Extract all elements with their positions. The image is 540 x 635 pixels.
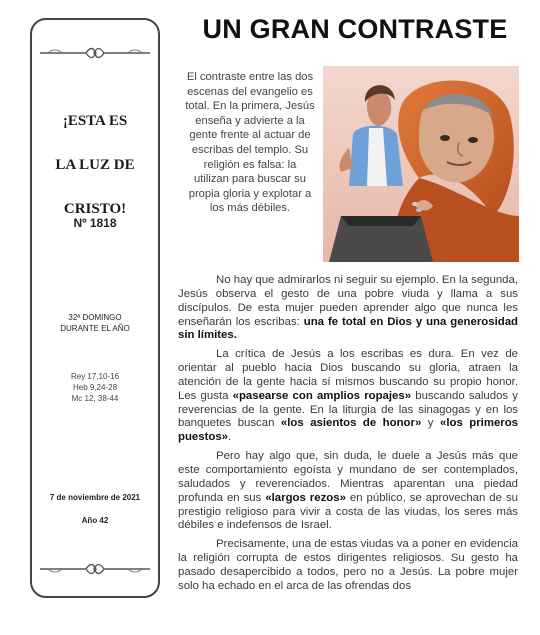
reading-item: Rey 17,10-16 <box>70 372 120 381</box>
sidebar-title: ¡ESTA ES LA LUZ DE CRISTO! <box>55 113 135 217</box>
issue-date: 7 de noviembre de 2021 <box>49 493 141 502</box>
issue-number: Nº 1818 <box>73 216 117 230</box>
reading-item: Heb 9,24-28 <box>72 383 118 392</box>
page-title: UN GRAN CONTRASTE <box>202 14 508 44</box>
paragraph-2: La crítica de Jesús a los escribas es dura. En vez de orientar al pueblo hacia Dios buscando su gloria, atraen la atención de la gente hacia sí mismos buscando su propio honor. Les gusta «pasearse con amplios ropajes» buscando saludos y reverencias de la gente. En la liturgia de las sinagogas y en los banquetes buscan «los asientos de honor» y «los primeros puestos». <box>178 348 519 444</box>
paragraph-4: Precisamente, una de estas viudas va a poner en evidencia la religión corrupta de estos dirigentes religiosos. Su gesto ha pasado desapercibido a todos, pero no a Jesús. La pobre mujer solo ha echado en el arca de las ofrendas dos <box>178 538 518 592</box>
paragraph-3: Pero hay algo que, sin duda, le duele a Jesús más que este comportamiento egoísta y mundano de ser contemplados, saludados y reverenciados. Mientras aparentan una piedad profunda en sus «largos rezos» en público, se aprovechan de su prestigio religioso para vivir a costa de las viudas, los seres más débiles e indefensos de Israel. <box>178 450 518 532</box>
intro-paragraph: El contraste entre las dos escenas del evangelio es total. En la primera, Jesús enseña y advierte a la gente frente al actuar de escribas del templo. Su religión es falsa: la utilizan para buscar su propia gloria y explotar a los más débiles. <box>185 71 315 215</box>
ornament-top-icon <box>38 46 152 60</box>
article-body <box>178 274 518 599</box>
ornament-bottom-icon <box>38 562 152 576</box>
reading-item: Mc 12, 38-44 <box>71 394 119 403</box>
sidebar-panel <box>30 18 160 598</box>
widow-offering-icon <box>323 66 519 262</box>
liturgical-sunday: 32ª DOMINGO DURANTE EL AÑO <box>60 313 130 333</box>
paragraph-1: No hay que admirarlos ni seguir su ejemplo. En la segunda, Jesús observa el gesto de una pobre viuda y llama a sus discípulos. De esta mujer pueden aprender algo que nunca les enseñarán los escribas: una fe total en Dios y una generosidad sin límites. <box>178 274 518 342</box>
issue-year: Año 42 <box>81 516 109 525</box>
readings-list <box>32 371 158 404</box>
